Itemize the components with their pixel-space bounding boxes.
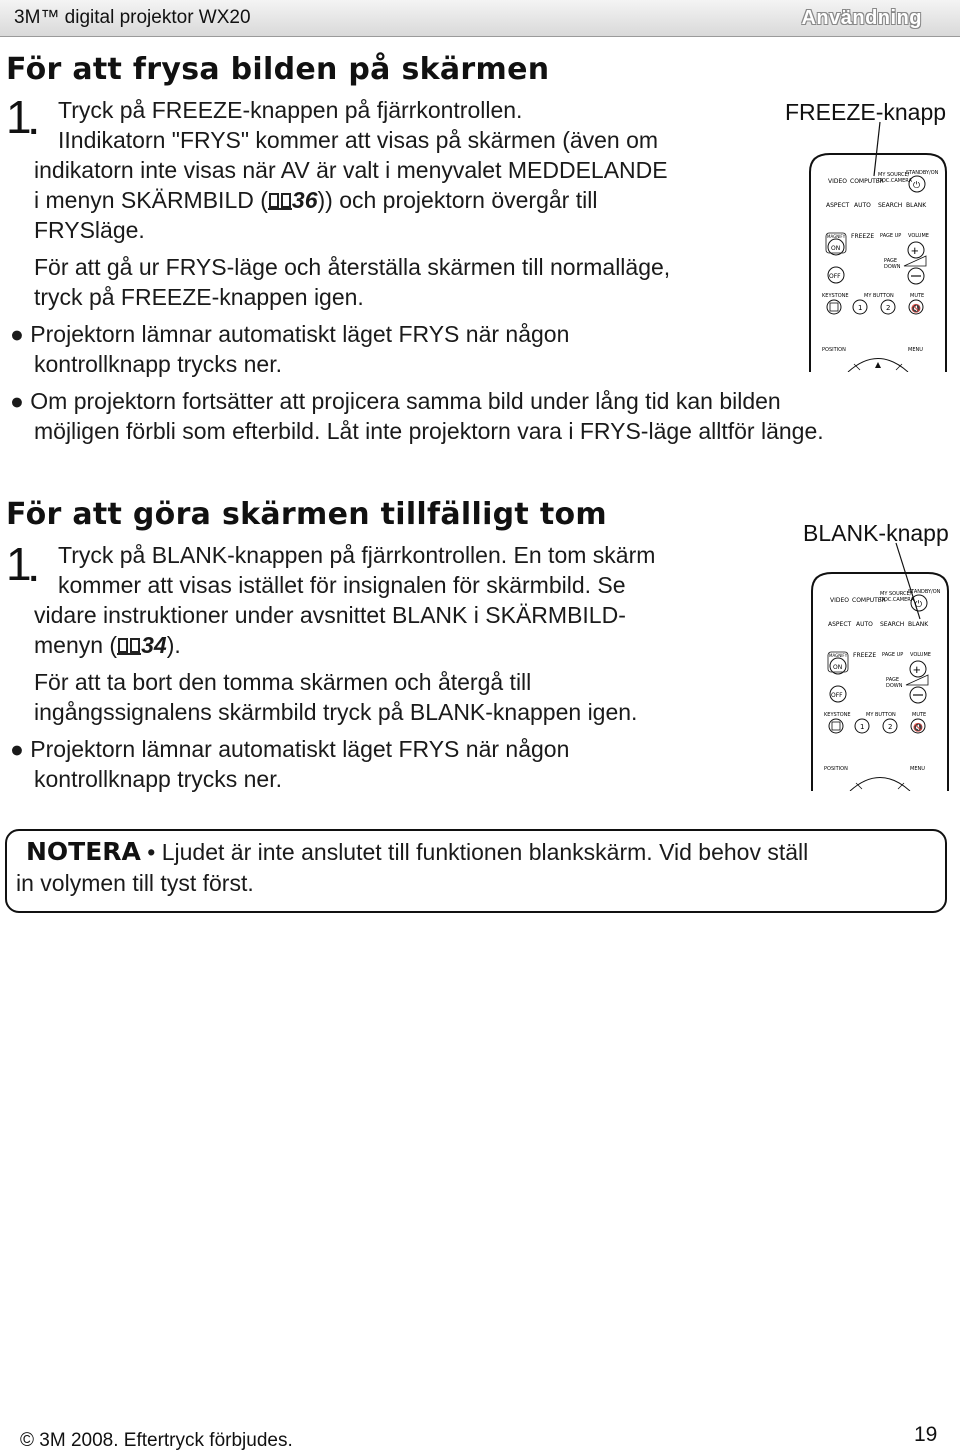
remote-label-pageup: PAGE UP — [880, 233, 902, 239]
mute-icon: 🔇 — [913, 723, 923, 732]
remote-label-blank: BLANK — [908, 621, 929, 628]
freeze-step-dot: . — [29, 104, 39, 142]
remote-label-computer: COMPUTER — [850, 178, 884, 185]
blank-line-3: vidare instruktioner under avsnittet BLANK i SKÄRMBILD- — [34, 602, 626, 628]
remote-label-auto: AUTO — [854, 202, 871, 209]
freeze-line-2: IIndikatorn "FRYS" kommer att visas på skärmen (även om — [58, 127, 659, 153]
blank-line-1: Tryck på BLANK-knappen på fjärrkontrollen. En tom skärm — [58, 542, 656, 568]
freeze-line-1: Tryck på FREEZE-knappen på fjärrkontrollen. — [58, 97, 523, 123]
remote-label-video: VIDEO — [830, 597, 850, 604]
remote-label-btn1: 1 — [858, 304, 863, 312]
remote-label-doccamera: DOC.CAMERA — [880, 597, 914, 603]
remote-label-position: POSITION — [822, 347, 846, 353]
freeze-bullet-1: ● Projektorn lämnar automatiskt läget FRYS när någon — [10, 321, 570, 347]
remote-label-on: ON — [833, 664, 843, 671]
blank-line-6: ingångssignalens skärmbild tryck på BLANK-knappen igen. — [34, 699, 638, 725]
remote-label-mute: MUTE — [912, 712, 927, 718]
freeze-section-title: För att frysa bilden på skärmen — [6, 52, 550, 87]
remote-label-menu: MENU — [910, 766, 925, 772]
blank-page-ref: 34 — [141, 632, 167, 658]
remote-label-aspect: ASPECT — [828, 621, 852, 628]
remote-label-blank: BLANK — [906, 202, 927, 209]
note-label: NOTERA — [26, 837, 141, 866]
blank-step-number: 1 — [6, 538, 32, 590]
freeze-bullet-2: ● Om projektorn fortsätter att projicera samma bild under lång tid kan bilden — [10, 388, 781, 414]
bullet-icon: ● — [10, 736, 24, 762]
keystone-button — [827, 300, 841, 314]
remote-label-video: VIDEO — [828, 178, 848, 185]
remote-label-menu: MENU — [908, 347, 923, 353]
remote-label-down: DOWN — [884, 264, 901, 270]
freeze-line-3: indikatorn inte visas när AV är valt i menyvalet MEDDELANDE — [34, 157, 668, 183]
remote-label-aspect: ASPECT — [826, 202, 850, 209]
remote-label-mybutton: MY BUTTON — [866, 712, 896, 718]
blank-caption: BLANK-knapp — [803, 520, 949, 546]
freeze-caption: FREEZE-knapp — [785, 99, 947, 125]
header-section: Användning — [801, 7, 922, 29]
remote-label-mute: MUTE — [910, 293, 925, 299]
remote-label-pageup: PAGE UP — [882, 652, 904, 658]
blank-line-8: kontrollknapp trycks ner. — [34, 766, 283, 792]
remote-label-btn1: 1 — [860, 723, 865, 731]
remote-label-freeze: FREEZE — [853, 652, 877, 659]
freeze-line-9: kontrollknapp trycks ner. — [34, 351, 283, 377]
remote-label-freeze: FREEZE — [851, 233, 875, 240]
remote-label-page: PAGE — [884, 258, 898, 264]
book-icon — [268, 191, 292, 211]
cursor-ring — [850, 778, 910, 792]
keystone-icon — [832, 722, 840, 730]
remote-label-on: ON — [831, 245, 841, 252]
freeze-step-number: 1 — [6, 91, 32, 143]
power-icon: ⏻ — [913, 180, 921, 190]
freeze-line-7: tryck på FREEZE-knappen igen. — [34, 284, 364, 310]
footer-copyright: © 3M 2008. Eftertryck förbjudes. — [20, 1430, 293, 1451]
bullet-icon: ● — [10, 388, 24, 414]
header-product: 3M™ digital projektor WX20 — [14, 7, 251, 28]
book-icon — [117, 636, 141, 656]
remote-label-magnify: MAGNIFY — [829, 653, 848, 658]
bullet-icon: ● — [10, 321, 24, 347]
plus-icon: + — [913, 662, 921, 677]
remote-label-mybutton: MY BUTTON — [864, 293, 894, 299]
remote-label-off: OFF — [829, 273, 841, 280]
blank-line-2: kommer att visas istället för insignalen för skärmbild. Se — [58, 572, 626, 598]
blank-line-4: menyn ( 34). — [34, 632, 181, 658]
note-line-2: in volymen till tyst först. — [16, 870, 254, 896]
remote-label-volume: VOLUME — [910, 652, 931, 658]
remote-control-freeze — [808, 150, 948, 372]
plus-icon: + — [911, 243, 919, 258]
remote-label-position: POSITION — [824, 766, 848, 772]
blank-step-dot: . — [29, 551, 39, 589]
remote-label-magnify: MAGNIFY — [827, 234, 846, 239]
freeze-line-4: i menyn SKÄRMBILD ( 36)) och projektorn övergår till — [34, 187, 598, 213]
freeze-line-6: För att gå ur FRYS-läge och återställa skärmen till normalläge, — [34, 254, 671, 280]
freeze-line-5: FRYSläge. — [34, 217, 145, 243]
remote-label-computer: COMPUTER — [852, 597, 886, 604]
remote-label-down: DOWN — [886, 683, 903, 689]
remote-control-blank — [810, 569, 950, 791]
remote-label-off: OFF — [831, 692, 843, 699]
remote-label-standby: STANDBY/ON — [908, 589, 941, 595]
arrow-up-icon — [875, 362, 881, 368]
remote-label-mysource: MY SOURCE/ — [880, 591, 912, 597]
remote-label-standby: STANDBY/ON — [906, 170, 939, 176]
blank-section-title: För att göra skärmen tillfälligt tom — [6, 497, 607, 532]
page-number: 19 — [914, 1423, 938, 1446]
freeze-line-11: möjligen förbli som efterbild. Låt inte projektorn vara i FRYS-läge alltför länge. — [34, 418, 824, 444]
mute-icon: 🔇 — [911, 304, 921, 313]
remote-label-keystone: KEYSTONE — [822, 293, 849, 299]
blank-bullet-1: ● Projektorn lämnar automatiskt läget FRYS när någon — [10, 736, 570, 762]
remote-label-keystone: KEYSTONE — [824, 712, 851, 718]
remote-label-search: SEARCH — [878, 202, 903, 209]
keystone-icon — [830, 303, 838, 311]
keystone-button — [829, 719, 843, 733]
remote-label-search: SEARCH — [880, 621, 905, 628]
remote-label-doccamera: DOC.CAMERA — [878, 178, 912, 184]
power-icon: ⏻ — [915, 599, 923, 609]
remote-label-page: PAGE — [886, 677, 900, 683]
remote-label-mysource: MY SOURCE/ — [878, 172, 910, 178]
note-line-1: NOTERA • Ljudet är inte anslutet till funktionen blankskärm. Vid behov ställ — [26, 837, 809, 866]
remote-label-btn2: 2 — [888, 723, 893, 731]
remote-label-volume: VOLUME — [908, 233, 929, 239]
remote-label-auto: AUTO — [856, 621, 873, 628]
freeze-page-ref: 36 — [291, 187, 318, 213]
blank-line-5: För att ta bort den tomma skärmen och återgå till — [34, 669, 532, 695]
remote-label-btn2: 2 — [886, 304, 891, 312]
